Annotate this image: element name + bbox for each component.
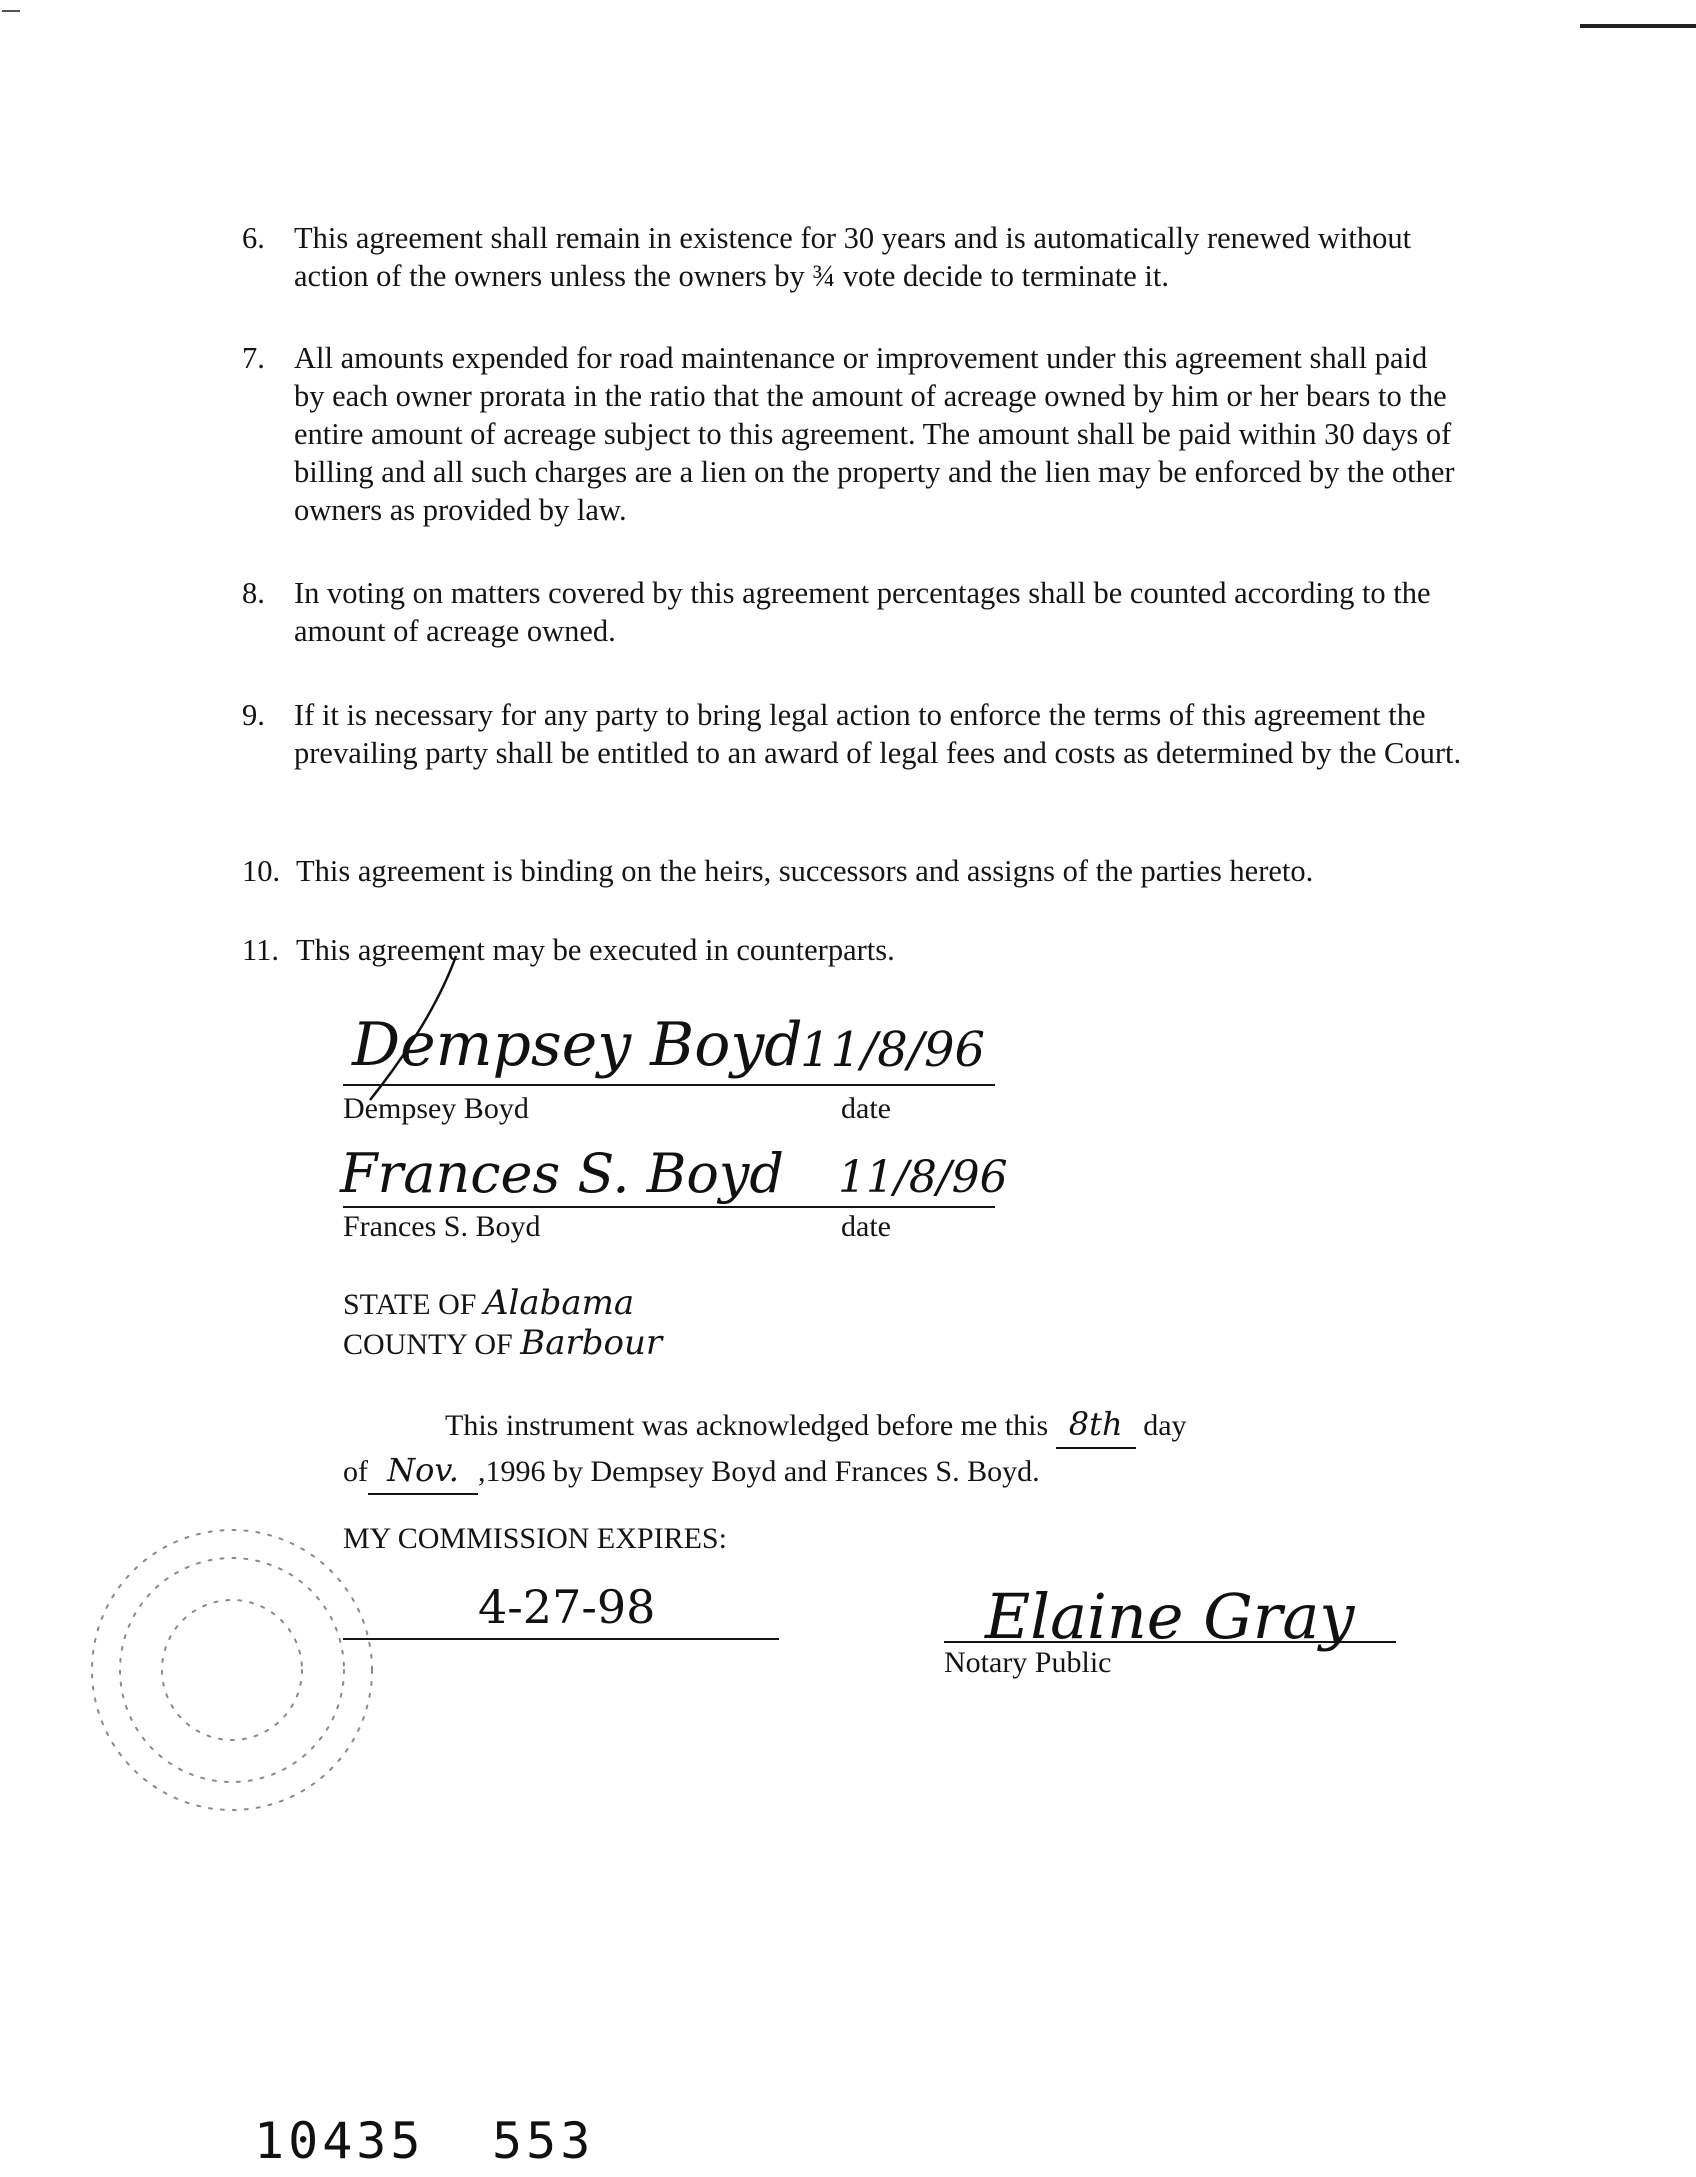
page-number: 553: [492, 2112, 595, 2170]
notary-title: Notary Public: [944, 1646, 1112, 1679]
clause-text: If it is necessary for any party to bring legal action to enforce the terms of this agreement the prevailing party shall be entitled to an award of legal fees and costs as determined by the Court.: [294, 698, 1462, 770]
ack-text-2: ,1996 by Dempsey Boyd and Frances S. Boyd.: [478, 1455, 1040, 1488]
ack-month-blank: [368, 1449, 478, 1495]
state-line: [343, 1284, 662, 1324]
date-label: date: [841, 1210, 891, 1243]
acknowledgement-line-1: [343, 1403, 1187, 1449]
book-number: 10435: [254, 2112, 425, 2170]
clause-9: [242, 696, 1462, 816]
acknowledgement-text: [343, 1403, 1187, 1495]
ack-text-1: This instrument was acknowledged before me this: [445, 1409, 1049, 1442]
commission-label: MY COMMISSION EXPIRES:: [343, 1522, 727, 1555]
state-label: STATE OF: [343, 1288, 477, 1321]
scan-edge-mark: [1580, 24, 1696, 28]
ack-of: of: [343, 1455, 368, 1488]
county-line: [343, 1324, 662, 1364]
printed-name: Dempsey Boyd: [343, 1092, 529, 1125]
clause-7: [242, 339, 1462, 539]
signature-line: [343, 1084, 995, 1086]
state-value: Alabama: [483, 1283, 635, 1323]
commission-date: 4-27-98: [478, 1580, 656, 1634]
clause-text: In voting on matters covered by this agreement percentages shall be counted according to the amount of acreage owned.: [294, 576, 1431, 648]
clause-8: [242, 574, 1462, 654]
dempsey-boyd-signature: Dempsey Boyd: [352, 1010, 803, 1080]
ack-day-label: day: [1143, 1409, 1187, 1442]
clause-number: 10.: [242, 854, 281, 888]
clause-text: This agreement shall remain in existence for 30 years and is automatically renewed without action of the owners unless the owners by ¾ vote decide to terminate it.: [294, 221, 1412, 293]
frances-boyd-signature: Frances S. Boyd: [340, 1142, 784, 1205]
notary-signature: Elaine Gray: [985, 1580, 1355, 1653]
clause-number: 11.: [242, 933, 279, 967]
scan-edge-mark: [2, 10, 20, 12]
clause-number: 7.: [242, 341, 265, 375]
notary-signature-line: [944, 1641, 1396, 1643]
date-label: date: [841, 1092, 891, 1125]
clause-10: [242, 852, 1462, 892]
ack-month: Nov.: [387, 1451, 459, 1489]
signature-line: [343, 1206, 995, 1208]
acknowledgement-line-2: [343, 1449, 1187, 1495]
notary-seal-emboss: [62, 1490, 402, 1840]
ack-day: 8th: [1068, 1405, 1123, 1443]
clause-text: This agreement is binding on the heirs, successors and assigns of the parties hereto.: [296, 854, 1314, 888]
printed-name: Frances S. Boyd: [343, 1210, 541, 1243]
clause-6: [242, 219, 1462, 299]
county-label: COUNTY OF: [343, 1328, 513, 1361]
commission-line: [343, 1638, 779, 1640]
clause-number: 9.: [242, 698, 265, 732]
clause-text: This agreement may be executed in counterparts.: [296, 933, 895, 967]
clause-number: 6.: [242, 221, 265, 255]
venue-block: [343, 1284, 662, 1364]
ack-day-blank: [1056, 1403, 1136, 1449]
dempsey-boyd-signed-date: 11/8/96: [800, 1022, 986, 1078]
clause-number: 8.: [242, 576, 265, 610]
clause-text: All amounts expended for road maintenance or improvement under this agreement shall paid by each owner prorata in the ratio that the amount of acreage owned by him or her bears to the entire amount of acreage subject to this agreement. The amount shall be paid within 30 days of billing and all such charges are a lien on the property and the lien may be enforced by the other owners as provided by law.: [294, 341, 1455, 527]
frances-boyd-signed-date: 11/8/96: [838, 1152, 1008, 1203]
county-value: Barbour: [520, 1323, 663, 1363]
